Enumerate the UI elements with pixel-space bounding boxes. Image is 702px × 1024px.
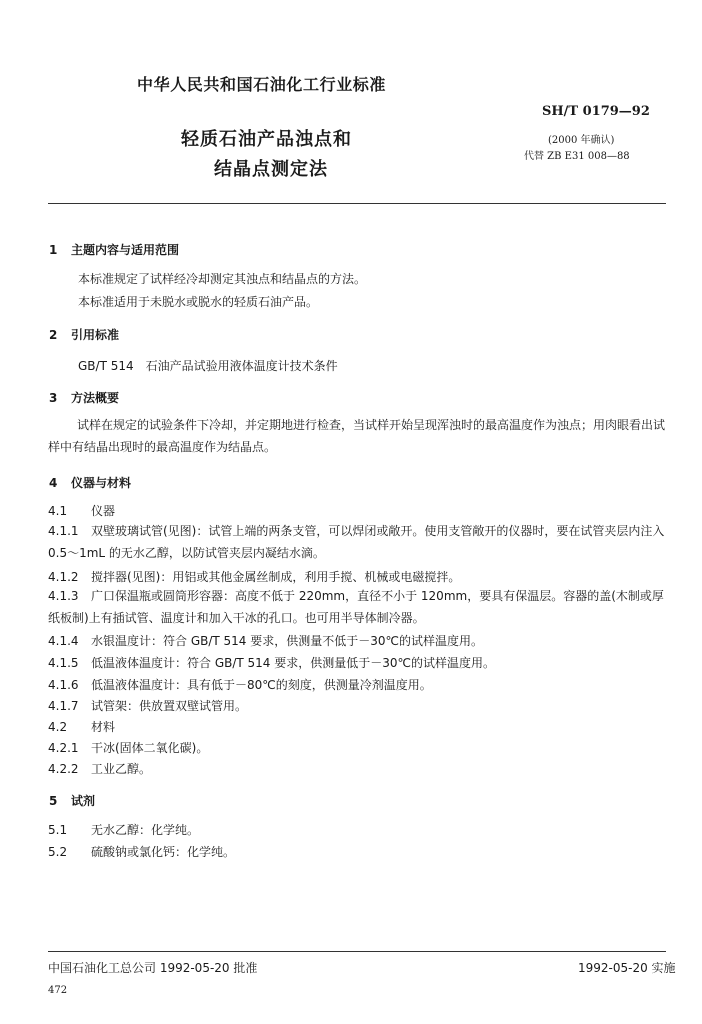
section-1-paragraph-2: 本标准适用于未脱水或脱水的轻质石油产品。 [78, 295, 319, 309]
standard-number: SH/T 0179—92 [542, 104, 650, 119]
clause-text: 水银温度计：符合 GB/T 514 要求，供测量不低于－30℃的试样温度用。 [91, 634, 484, 648]
document-title-line1: 轻质石油产品浊点和 [181, 129, 352, 150]
clause-4-1-2 [48, 568, 460, 585]
clause-4-1-3 [48, 585, 666, 629]
footer-divider [48, 951, 666, 952]
standard-category: 中华人民共和国石油化工行业标准 [137, 75, 387, 94]
clause-number: 4.1.3 [48, 589, 79, 603]
section-3-heading [49, 389, 119, 406]
clause-text: 搅拌器(见图)：用铝或其他金属丝制成，利用手搅、机械或电磁搅拌。 [91, 570, 461, 584]
clause-4-1-4 [48, 632, 483, 649]
clause-4-2-1 [48, 739, 208, 756]
section-number: 2 [49, 328, 58, 342]
clause-number: 4.1.5 [48, 656, 79, 670]
effective-date: 1992-05-20 实施 [578, 961, 676, 975]
clause-number: 5.1 [48, 823, 68, 837]
clause-text: 材料 [91, 720, 116, 734]
section-1-heading [49, 241, 179, 258]
section-title: 主题内容与适用范围 [71, 243, 180, 257]
clause-text: 硫酸钠或氯化钙：化学纯。 [91, 845, 236, 859]
clause-number: 4.1.7 [48, 699, 79, 713]
clause-number: 4.1.6 [48, 678, 79, 692]
clause-number: 5.2 [48, 845, 68, 859]
clause-4-2-2 [48, 760, 151, 777]
clause-text: 低温液体温度计：符合 GB/T 514 要求，供测量低于－30℃的试样温度用。 [91, 656, 496, 670]
clause-text: 工业乙醇。 [91, 762, 152, 776]
clause-4-1-7 [48, 697, 247, 714]
section-3-paragraph: 试样在规定的试验条件下冷却，并定期地进行检查，当试样开始呈现浑浊时的最高温度作为浊点；用肉眼看出试样中有结晶出现时的最高温度作为结晶点。 [48, 418, 666, 454]
document-title-line2: 结晶点测定法 [214, 159, 328, 180]
clause-4-1 [48, 502, 115, 519]
section-1-paragraph-1: 本标准规定了试样经冷却测定其浊点和结晶点的方法。 [78, 272, 367, 286]
clause-4-1-1 [48, 520, 666, 564]
clause-5-1 [48, 821, 199, 838]
section-title: 试剂 [71, 794, 96, 808]
section-number: 4 [49, 476, 58, 490]
clause-5-2 [48, 843, 235, 860]
clause-number: 4.2 [48, 720, 68, 734]
clause-number: 4.2.1 [48, 741, 79, 755]
clause-4-1-6 [48, 676, 432, 693]
section-title: 方法概要 [71, 391, 120, 405]
clause-4-1-5 [48, 654, 495, 671]
replaces-note: 代替 ZB E31 008—88 [524, 151, 630, 162]
section-number: 5 [49, 794, 58, 808]
clause-text: 无水乙醇：化学纯。 [91, 823, 200, 837]
section-2-heading [49, 326, 119, 343]
clause-4-2 [48, 718, 115, 735]
section-4-heading [49, 474, 131, 491]
clause-number: 4.1.1 [48, 524, 79, 538]
section-title: 引用标准 [71, 328, 120, 342]
clause-text: 广口保温瓶或圆筒形容器：高度不低于 220mm，直径不小于 120mm，要具有保温层。容器的盖(木制或厚纸板制)上有插试管、温度计和加入干冰的孔口。也可用半导体制冷器。 [48, 589, 664, 625]
section-2-reference: GB/T 514 石油产品试验用液体温度计技术条件 [78, 359, 338, 373]
clause-number: 4.2.2 [48, 762, 79, 776]
header-divider [48, 203, 666, 204]
clause-text: 双壁玻璃试管(见图)：试管上端的两条支管，可以焊闭或敞开。使用支管敞开的仪器时，要在试管夹层内注入 0.5～1mL 的无水乙醇，以防试管夹层内凝结水滴。 [48, 524, 665, 560]
section-5-heading [49, 792, 95, 809]
approval-note: 中国石油化工总公司 1992-05-20 批准 [48, 961, 258, 975]
section-title: 仪器与材料 [71, 476, 132, 490]
clause-number: 4.1.2 [48, 570, 79, 584]
clause-text: 仪器 [91, 504, 116, 518]
clause-text: 干冰(固体二氧化碳)。 [91, 741, 209, 755]
section-number: 1 [49, 243, 58, 257]
confirm-note: (2000 年确认) [548, 135, 615, 146]
clause-text: 试管架：供放置双壁试管用。 [91, 699, 248, 713]
page-number: 472 [48, 985, 68, 996]
clause-number: 4.1 [48, 504, 68, 518]
section-number: 3 [49, 391, 58, 405]
clause-text: 低温液体温度计：具有低于－80℃的刻度，供测量冷剂温度用。 [91, 678, 432, 692]
clause-number: 4.1.4 [48, 634, 79, 648]
